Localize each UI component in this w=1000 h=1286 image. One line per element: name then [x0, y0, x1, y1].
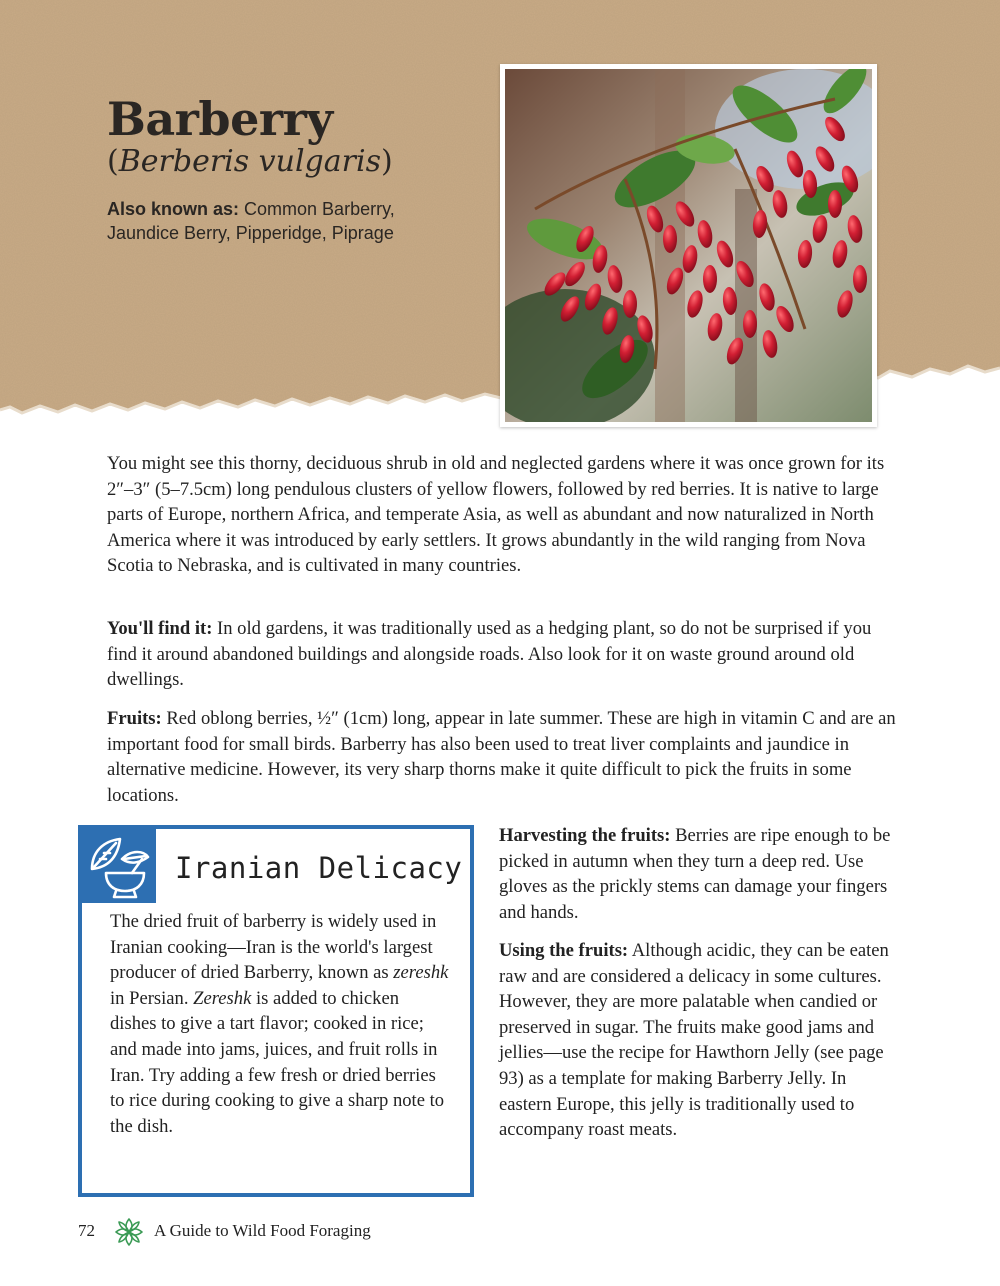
- fruits-paragraph: Fruits: Red oblong berries, ½″ (1cm) long, appear in late summer. These are high in vitamin C and are an important food for small birds. Barberry has also been used to treat liver complaints and jaundice in alternative medicine. However, its very sharp thorns make it quite difficult to pick the fruits in some locations.: [107, 708, 896, 806]
- latin-name: (Berberis vulgaris): [107, 144, 393, 179]
- using-paragraph: Using the fruits: Although acidic, they can be eaten raw and are considered a delicacy in some cultures. However, they are more palatable when candied or preserved in sugar. The fruits make good jams and jellies—use the recipe for Hawthorn Jelly (see page 93) as a template for making Barberry Jelly. In eastern Europe, this jelly is traditionally used to accompany roast meats.: [499, 940, 889, 1141]
- sidebar-text: The dried fruit of barberry is widely used in Iranian cooking—Iran is the world's largest producer of dried Barberry, known as zereshk in Persian. Zereshk is added to chicken dishes to give a tart flavor; cooked in rice; and made into jams, juices, and fruit rolls in Iran. Try adding a few fresh or dried berries to rice during cooking to give a sharp note to the dish.: [110, 911, 449, 1137]
- page-title: Barberry: [107, 92, 333, 146]
- harvesting-paragraph: Harvesting the fruits: Berries are ripe enough to be picked in autumn when they turn a deep red. Use gloves as the prickly stems can damage your fingers and hands.: [499, 825, 891, 923]
- iranian-delicacy-sidebar: [78, 825, 474, 1197]
- find-it-paragraph: You'll find it: In old gardens, it was traditionally used as a hedging plant, so do not be surprised if you find it around abandoned buildings and alongside roads. Also look for it on waste ground around old dwellings.: [107, 618, 872, 691]
- herb-mortar-icon: [82, 829, 156, 903]
- page-number: 72: [78, 1221, 95, 1240]
- barberry-photo: [500, 64, 877, 427]
- sidebar-title: Iranian Delicacy: [175, 851, 463, 885]
- also-known-as: Also known as: Common Barberry, Jaundice Berry, Pipperidge, Piprage: [107, 199, 395, 243]
- book-title: A Guide to Wild Food Foraging: [154, 1221, 371, 1240]
- leaf-ornament-icon: [114, 1217, 144, 1252]
- intro-paragraph: You might see this thorny, deciduous shrub in old and neglected gardens where it was once grown for its 2″–3″ (5–7.5cm) long pendulous clusters of yellow flowers, followed by red berries. It is native to large parts of Europe, northern Africa, and temperate Asia, as well as abundant and now naturalized in North America where it was introduced by early settlers. It grows abundantly in the wild ranging from Nova Scotia to Nebraska, and is cultivated in many countries.: [107, 453, 885, 577]
